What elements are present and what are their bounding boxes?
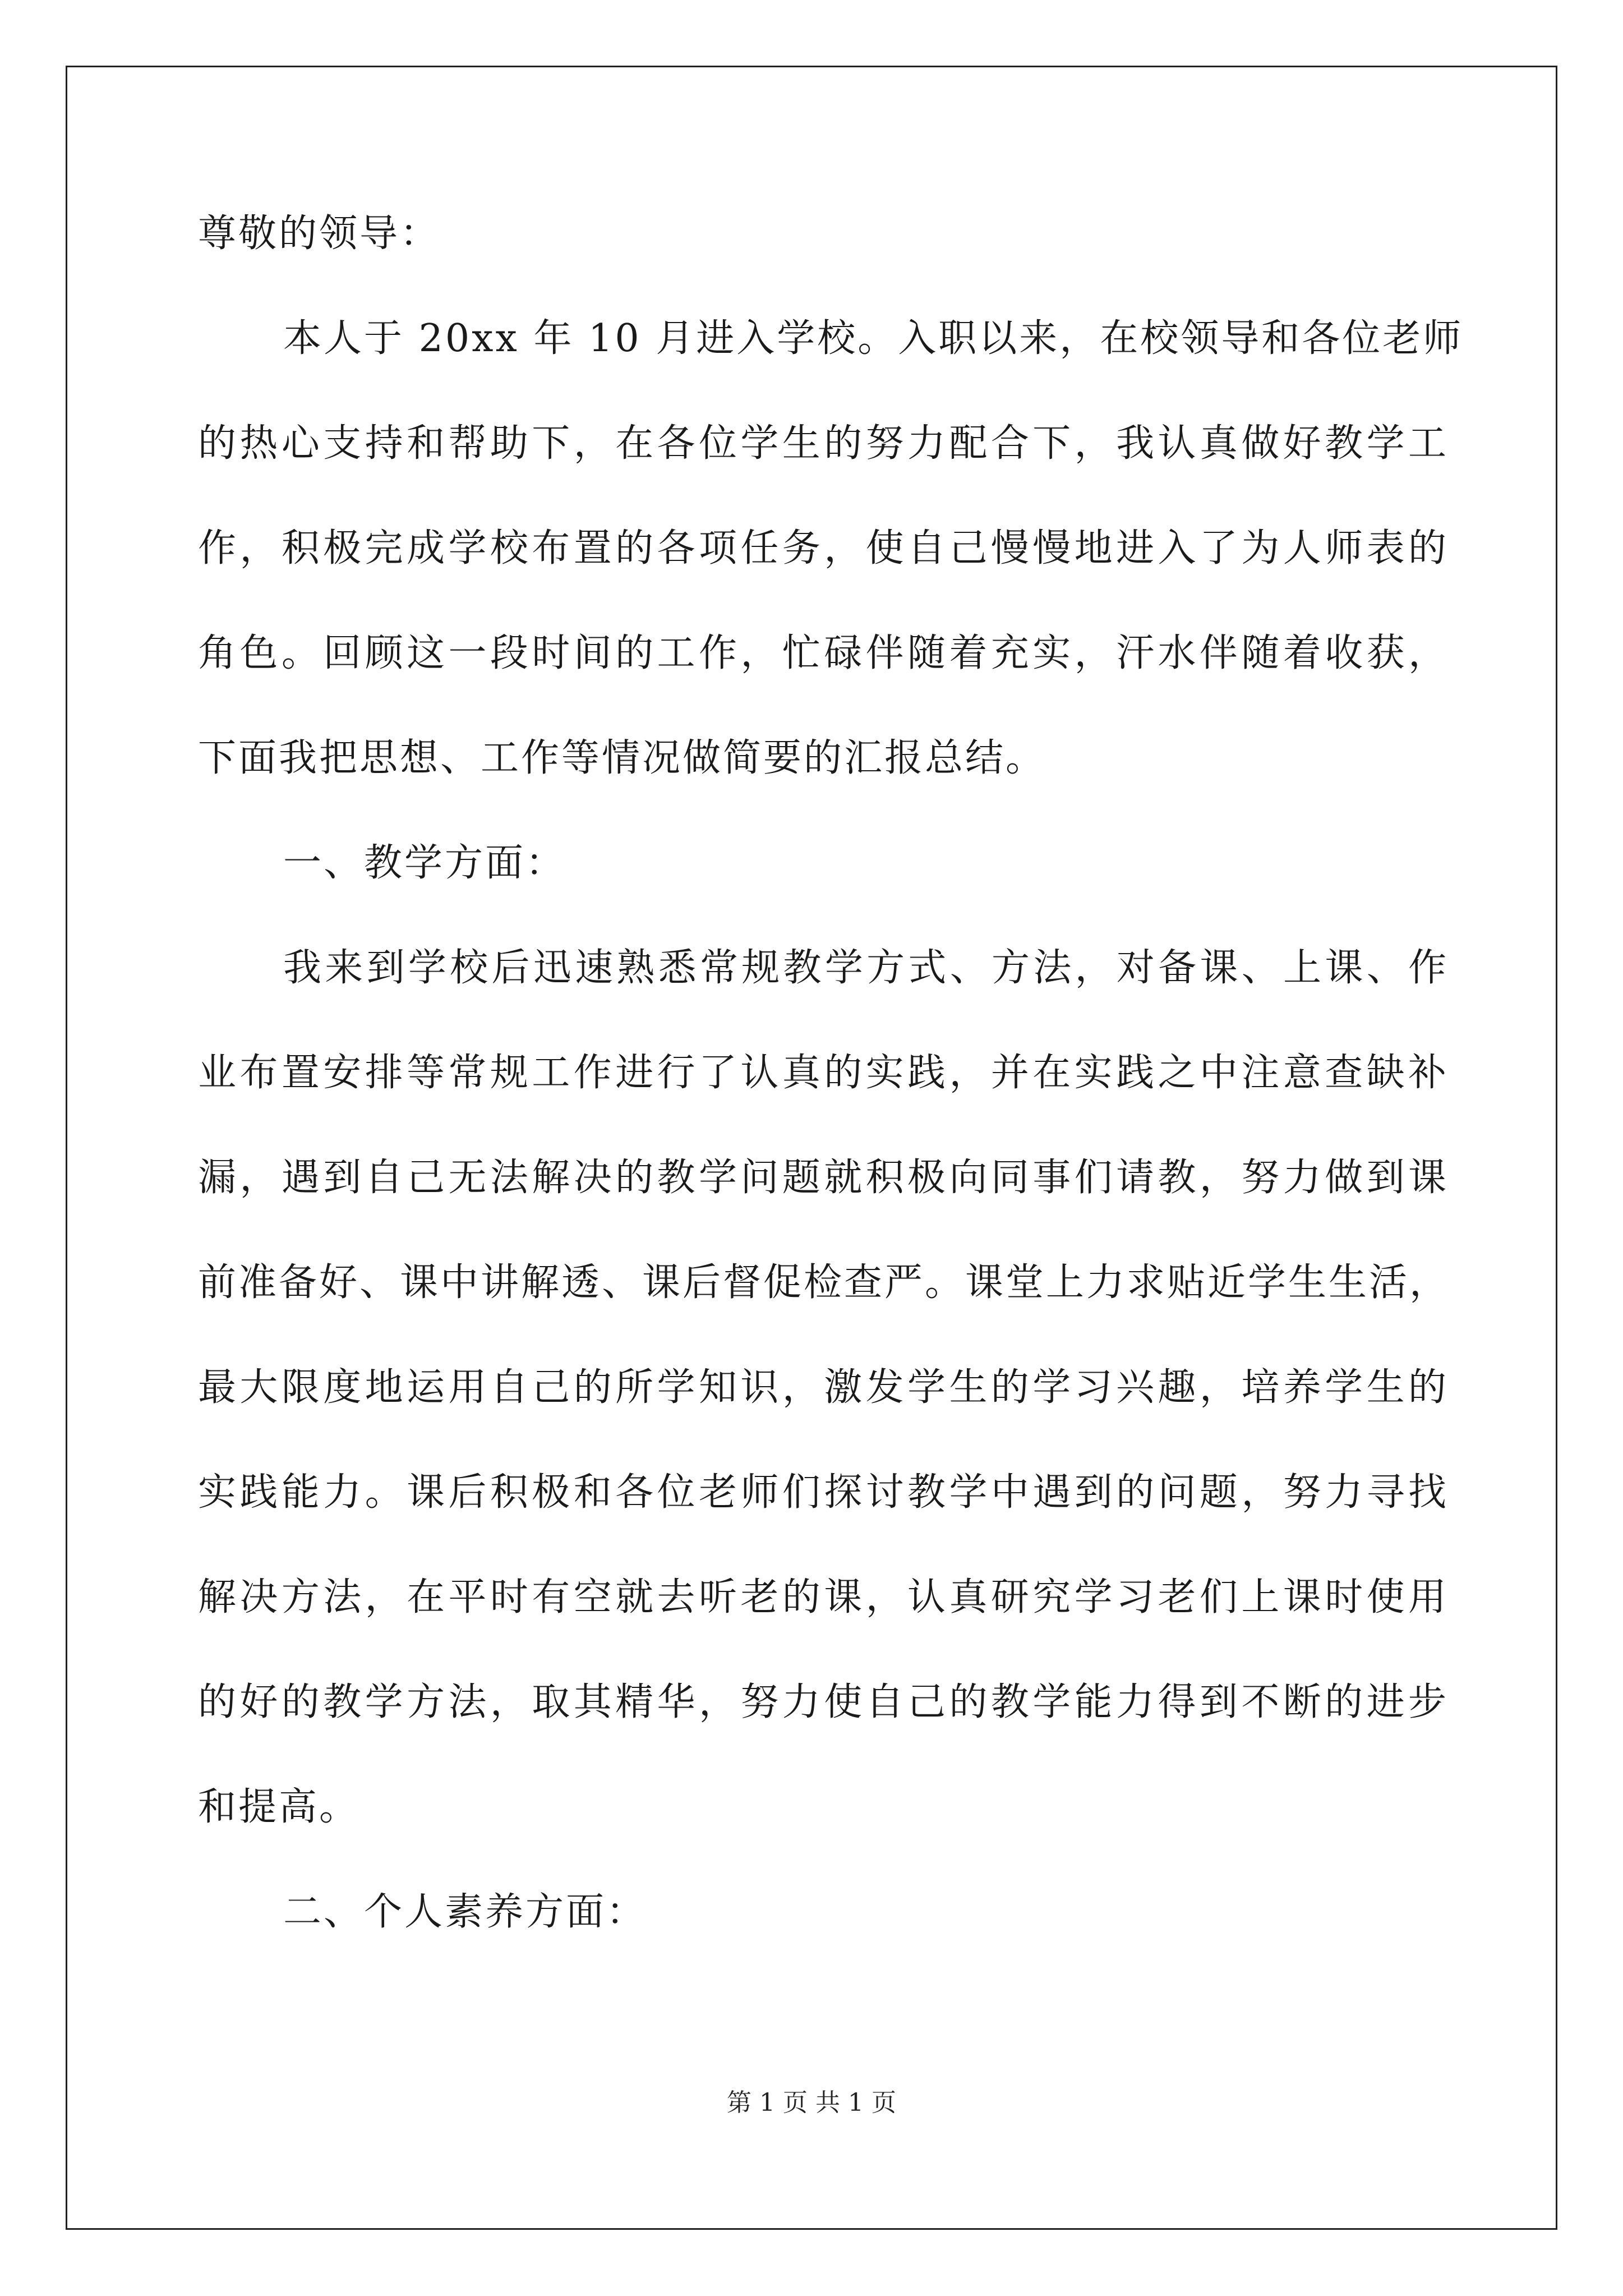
text-line: 最大限度地运用自己的所学知识，激发学生的学习兴趣，培养学生的 bbox=[198, 1365, 1449, 1410]
text-line: 我来到学校后迅速熟悉常规教学方式、方法，对备课、上课、作 bbox=[283, 946, 1449, 990]
text-line: 实践能力。课后积极和各位老师们探讨教学中遇到的问题，努力寻找 bbox=[198, 1470, 1449, 1515]
text-line: 下面我把思想、工作等情况做简要的汇报总结。 bbox=[198, 736, 1046, 780]
text-line: 解决方法，在平时有空就去听老的课，认真研究学习老们上课时使用 bbox=[198, 1575, 1449, 1619]
text-line: 二、个人素养方面： bbox=[283, 1890, 647, 1934]
text-line: 作，积极完成学校布置的各项任务，使自己慢慢地进入了为人师表的 bbox=[198, 526, 1449, 570]
text-line: 漏，遇到自己无法解决的教学问题就积极向同事们请教，努力做到课 bbox=[198, 1156, 1449, 1200]
text-line: 业布置安排等常规工作进行了认真的实践，并在实践之中注意查缺补 bbox=[198, 1051, 1449, 1095]
text-line: 和提高。 bbox=[198, 1785, 360, 1829]
text-line: 角色。回顾这一段时间的工作，忙碌伴随着充实，汗水伴随着收获， bbox=[198, 631, 1449, 675]
page-footer: 第 1 页 共 1 页 bbox=[727, 2088, 896, 2117]
salutation: 尊敬的领导： bbox=[198, 211, 441, 256]
text-line: 一、教学方面： bbox=[283, 841, 566, 885]
text-line: 的好的教学方法，取其精华，努力使自己的教学能力得到不断的进步 bbox=[198, 1680, 1449, 1724]
text-line: 前准备好、课中讲解透、课后督促检查严。课堂上力求贴近学生生活， bbox=[198, 1260, 1450, 1305]
text-line: 本人于 20xx 年 10 月进入学校。入职以来，在校领导和各位老师 bbox=[283, 316, 1464, 361]
text-line: 的热心支持和帮助下，在各位学生的努力配合下，我认真做好教学工 bbox=[198, 421, 1449, 466]
